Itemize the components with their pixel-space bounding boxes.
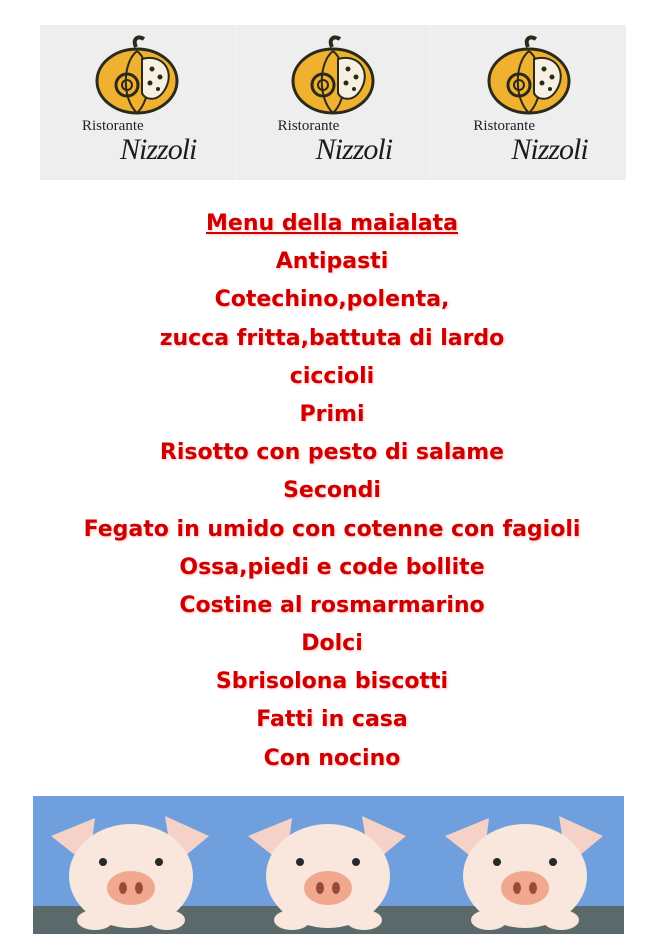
menu-item: Sbrisolona biscotti — [215, 669, 449, 695]
menu-item: ciccioli — [289, 363, 375, 389]
logo-name: Nizzoli — [315, 133, 393, 166]
menu-item: Fatti in casa — [256, 707, 408, 733]
menu-item: zucca fritta,battuta di lardo — [159, 325, 505, 351]
menu-item: Con nocino — [263, 745, 401, 771]
piglet-image — [33, 796, 230, 934]
pumpkin-logo-icon — [484, 33, 574, 117]
piglet-banner — [33, 796, 624, 934]
menu-body — [0, 205, 664, 778]
piglet-image — [427, 796, 624, 934]
logo-tile — [40, 25, 236, 180]
logo-tile — [431, 25, 626, 180]
menu-item: Fegato in umido con cotenne con fagioli — [83, 516, 581, 542]
pumpkin-logo-icon — [288, 33, 378, 117]
menu-item: Ossa,piedi e code bollite — [179, 554, 485, 580]
menu-title: Menu della maialata — [206, 211, 458, 236]
logo-name: Nizzoli — [120, 133, 197, 166]
logo-word: Ristorante — [82, 118, 144, 134]
menu-item: Cotechino,polenta, — [214, 287, 450, 313]
menu-section-primi: Primi — [299, 401, 365, 427]
logo-banner — [40, 25, 626, 180]
menu-section-secondi: Secondi — [283, 478, 381, 504]
piglet-image — [230, 796, 427, 934]
logo-word: Ristorante — [277, 118, 340, 134]
menu-section-dolci: Dolci — [301, 631, 363, 657]
logo-tile — [236, 25, 432, 180]
logo-word: Ristorante — [473, 118, 535, 134]
menu-item: Costine al rosmarmarino — [179, 592, 485, 618]
menu-section-antipasti: Antipasti — [275, 249, 389, 275]
menu-item: Risotto con pesto di salame — [159, 440, 505, 466]
logo-name: Nizzoli — [511, 133, 588, 166]
pumpkin-logo-icon — [92, 33, 182, 117]
